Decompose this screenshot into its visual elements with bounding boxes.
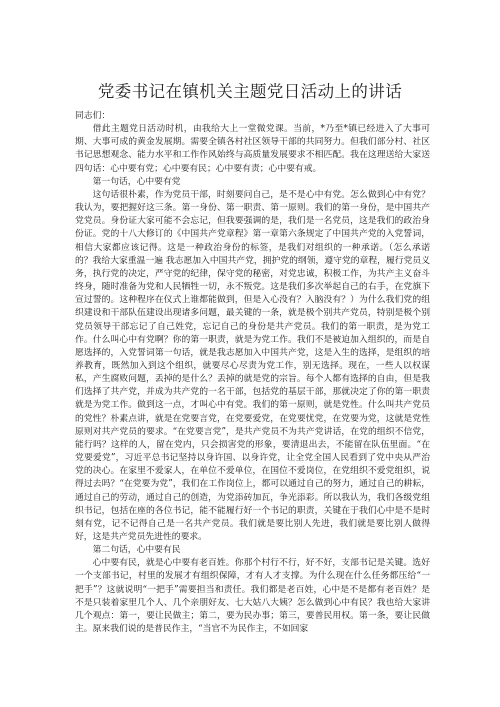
intro-paragraph: 借此主题党日活动时机，由我给大上一堂微党课。当前，*乃至*镇已经进入了大事可期、大事可成的黄金发展期。需要全镇各村社区领导干部的共同努力。但我们部分村、社区书记思想观念、能力水平和工作作风始终与高质量发展要求不相匹配。我在这理送给大家送四句话：心中要有党；心中要有民；心中要有责；心中要有戒。 xyxy=(75,124,430,174)
section-1-paragraph: 这句话很朴素，作为党员干部，时刻要问自己，是不是心中有党。怎么做到心中有党？我认为，要把握好这三条。第一身份、第一职责、第一原则。我们的第一身份，是中国共产党党员。身份证大家可能不会忘记，但我要强调的是，我们是一名党员，这是我们的政治身份证。党的十八大修订的《中国共产党章程》第一章第六条规定了中国共产党的入党誓词，相信大家都应该记得。这是一种政治身份的标签，是我们对组织的一种承诺。（怎么承诺的？我给大家重温一遍 我志愿加入中国共产党，拥护党的纲领，遵守党的章程，履行党员义务，执行党的决定，严守党的纪律，保守党的秘密，对党忠诚，积极工作，为共产主义奋斗终身，随时准备为党和人民牺牲一切，永不叛党。这是我们多次举起自己的右手，在党旗下宣过誓的。这种程序在仪式上谁都能做到，但是入心没有？入脑没有？）为什么我们党的组织建设和干部队伍建设出现诸多问题，最关键的一条，就是极个别共产党员，特别是极个别党员领导干部忘记了自己姓党，忘记自己的身份是共产党员。我们的第一职责，是为党工作。什么叫心中有党啊？你的第一职责，就是为党工作。我们不是被迫加入组织的，而是自愿选择的，入党誓词第一句话，就是我志愿加入中国共产党，这是入生的选择，是组织的培养教育，既然加入到这个组织，就要尽心尽责为党工作，别无选择。现在，一些人以权谋私，产生腐败问题，丢掉的是什么？丢掉的就是党的宗旨。每个人都有选择的自由，但是我们选择了共产党，并成为共产党的一名干部，包括党的基层干部，那就决定了你的第一职责就是为党工作。做到这一点，才叫心中有党。我们的第一原则，就是党性。什么叫共产党员的党性？朴素点讲，就是在党要言党，在党要爱党，在党要忧党，在党要为党，这就是党性原则对共产党员的要求。“在党要言党”，是共产党员不为共产党讲话，在党的组织不信党，能行吗？这样的人，留在党内，只会损害党的形象，要清退出去，不能留在队伍里面。“在党要爱党”，习近平总书记坚持以身许国、以身许党，让全党全国人民看到了党中央从严治党的决心。在家里不爱家人，在单位不爱单位，在国位不爱岗位，在党组织不爱党组织，说得过去吗？“在党要为党”，我们在工作岗位上，都可以通过自己的努力，通过自己的耕耘，通过自己的劳动，通过自己的创造，为党添砖加瓦，争光添彩。所以我认为，我们各级党组织书记，包括在座的各位书记，能不能履行好一个书记的职责，关键在于我们心中是不是时刻有党，记不记得自己是一名共产党员。我们就是要比别人先进，我们就是要比别人做得好，这是共产党员先进性的要求。 xyxy=(75,189,430,542)
greeting: 同志们： xyxy=(75,111,111,121)
section-heading-2: 第二句话，心中要有民 xyxy=(92,545,181,556)
document-body xyxy=(75,110,430,636)
document-title: 党委书记在镇机关主题党日活动上的讲话 xyxy=(97,82,403,101)
section-heading-1: 第一句话，心中要有党 xyxy=(92,176,181,187)
section-2-paragraph: 心中要有民，就是心中要有老百姓。你那个村行不行，好不好，支部书记是关键。选好一个支部书记，村里的发展才有组织保障，才有人才支撑。为什么现在什么任务都压给“一把手”？这就说明“一把手”需要担当和责任。我们都是老百姓，心中是不是都有老百姓？是不是只装着家里几个人、几个亲朋好友、七大姑八大姨？怎么做到心中有民？我也给大家讲几个观点：第一，要让民做主；第二，要为民办事；第三，要普民用权。第一条，要让民做主。原来我们说的是普民作主，“当官不为民作主，不如回家 xyxy=(75,558,430,635)
